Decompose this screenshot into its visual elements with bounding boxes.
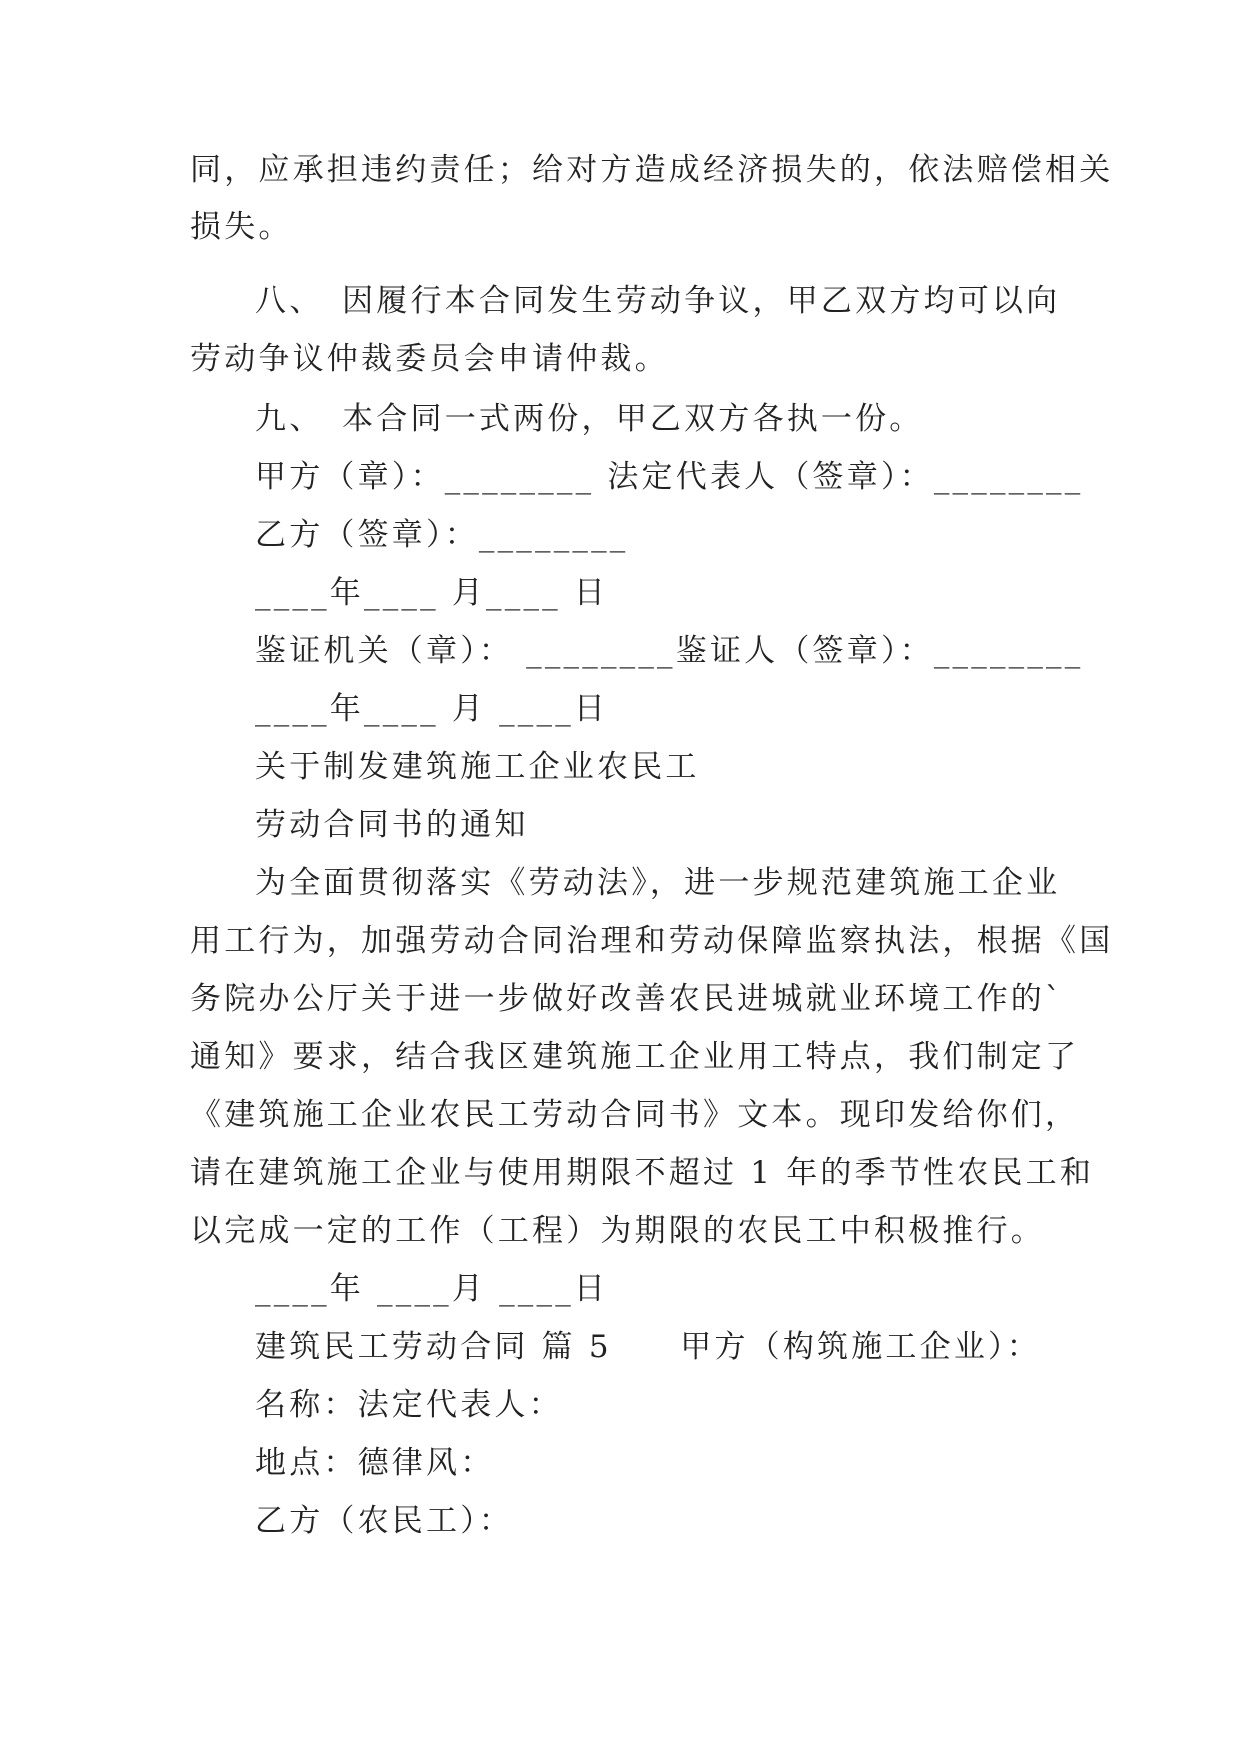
text-line: 建筑民工劳动合同 篇 5 甲方（构筑施工企业）： <box>255 1329 1041 1365</box>
date-line: ____年____ 月____ 日 <box>255 575 609 611</box>
signature-line-party-a: 甲方（章）：________ 法定代表人（签章）：________ <box>255 459 1084 495</box>
text-line: 乙方（农民工）： <box>255 1503 514 1539</box>
text-line: 八、 因履行本合同发生劳动争议，甲乙双方均可以向 <box>255 283 1061 319</box>
text-line: 为全面贯彻落实《劳动法》，进一步规范建筑施工企业 <box>255 865 1061 901</box>
date-line: ____年 ____月 ____日 <box>255 1271 609 1307</box>
text-line: 地点：德律风： <box>255 1445 495 1481</box>
text-line: 《建筑施工企业农民工劳动合同书》文本。现印发给你们， <box>190 1097 1080 1133</box>
text-line: 同，应承担违约责任；给对方造成经济损失的，依法赔偿相关 <box>190 152 1114 188</box>
text-line: 劳动争议仲裁委员会申请仲裁。 <box>190 341 669 377</box>
notice-title: 关于制发建筑施工企业农民工 <box>255 749 700 785</box>
text-line: 九、 本合同一式两份，甲乙双方各执一份。 <box>255 401 924 437</box>
signature-line-party-b: 乙方（签章）：________ <box>255 517 629 553</box>
text-line: 名称：法定代表人： <box>255 1387 563 1423</box>
text-line: 用工行为，加强劳动合同治理和劳动保障监察执法，根据《国 <box>190 923 1114 959</box>
text-line: 请在建筑施工企业与使用期限不超过 1 年的季节性农民工和 <box>190 1155 1095 1191</box>
date-line: ____年____ 月 ____日 <box>255 691 609 727</box>
text-line: 务院办公厅关于进一步做好改善农民进城就业环境工作的` <box>190 981 1064 1017</box>
text-line: 通知》要求，结合我区建筑施工企业用工特点，我们制定了 <box>190 1039 1080 1075</box>
signature-line-certifier: 鉴证机关（章）： ________鉴证人（签章）：________ <box>255 633 1084 669</box>
text-line: 损失。 <box>190 209 293 245</box>
notice-title: 劳动合同书的通知 <box>255 807 529 843</box>
text-line: 以完成一定的工作（工程）为期限的农民工中积极推行。 <box>190 1213 1045 1249</box>
